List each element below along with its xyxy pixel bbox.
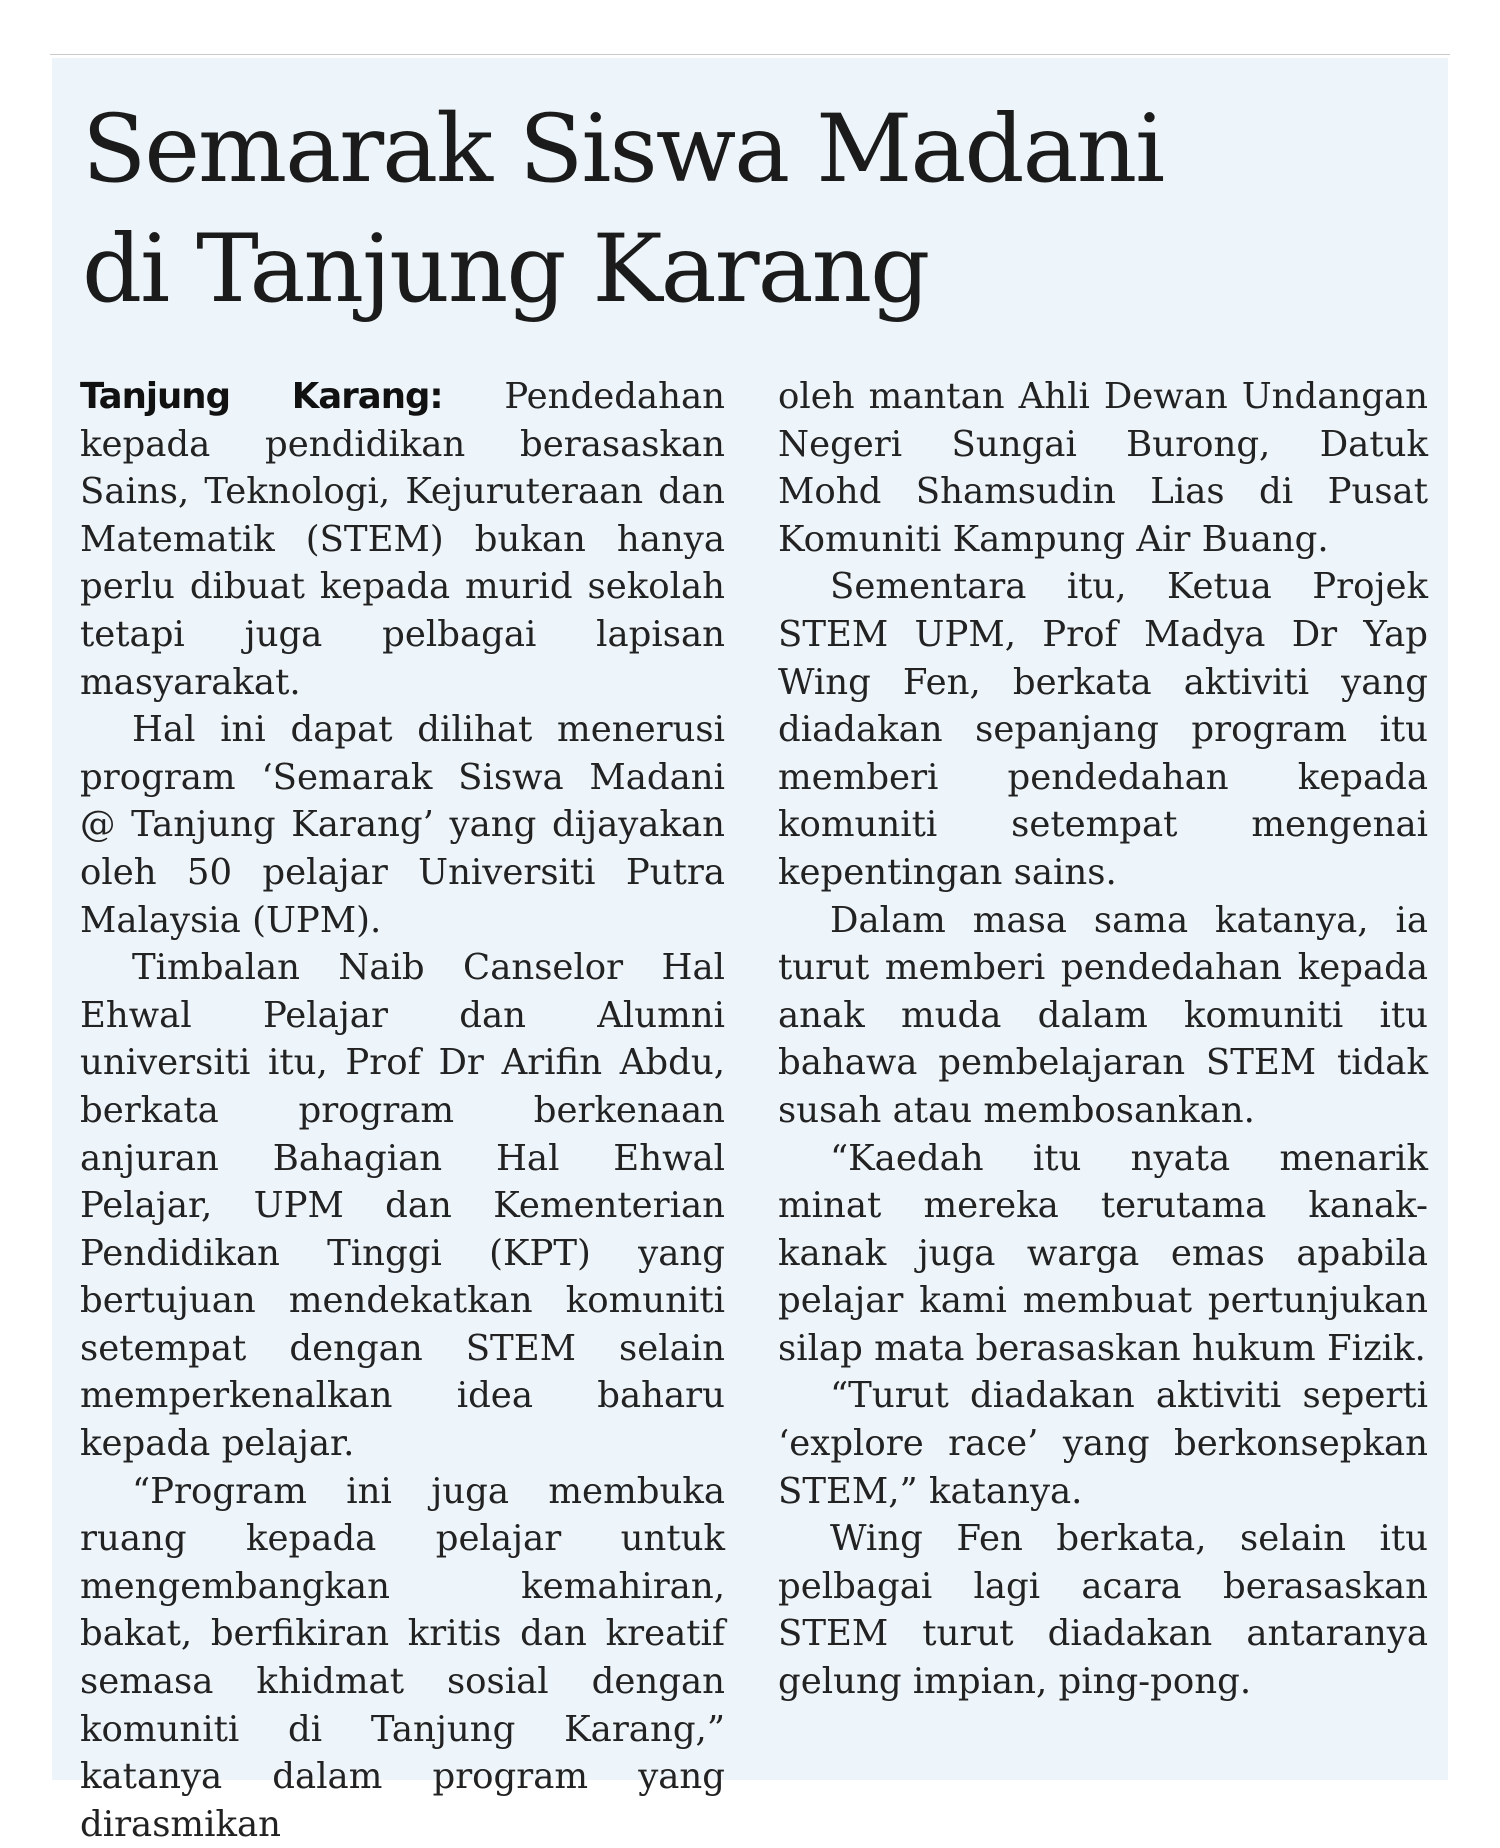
headline-line-1: Semarak Siswa Madani bbox=[82, 95, 1164, 204]
headline-line-2: di Tanjung Karang bbox=[82, 215, 929, 324]
paragraph-7: Dalam masa sama katanya, ia turut memberi pendedahan kepada anak muda dalam komuniti itu bahawa pembelajaran STEM tidak susah atau membosankan. bbox=[778, 899, 1428, 1131]
article-headline bbox=[82, 90, 1382, 330]
paragraph-2: Hal ini dapat dilihat menerusi program ‘Semarak Siswa Madani @ Tanjung Karang’ yang dijayakan oleh 50 pelajar Universiti Putra Malaysia (UPM). bbox=[80, 709, 725, 941]
paragraph-1-text: Pendedahan kepada pendidikan berasaskan Sains, Teknologi, Kejuruteraan dan Matematik (STEM) bukan hanya perlu dibuat kepada murid sekolah tetapi juga pelbagai lapisan masyarakat. bbox=[80, 376, 725, 703]
dateline: Tanjung Karang: bbox=[80, 376, 443, 417]
news-clipping bbox=[52, 58, 1448, 1845]
paragraph-8: “Kaedah itu nyata menarik minat mereka terutama kanak-kanak juga warga emas apabila pelajar kami membuat pertunjukan silap mata berasaskan hukum Fizik. bbox=[778, 1137, 1428, 1369]
left-column bbox=[80, 373, 725, 1848]
paragraph-5: oleh mantan Ahli Dewan Undangan Negeri Sungai Burong, Datuk Mohd Shamsudin Lias di Pusat Komuniti Kampung Air Buang. bbox=[778, 376, 1428, 560]
paragraph-1 bbox=[80, 373, 725, 706]
paragraph-9: “Turut diadakan aktiviti seperti ‘explore race’ yang berkonsepkan STEM,” katanya. bbox=[778, 1375, 1428, 1512]
paragraph-4: “Program ini juga membuka ruang kepada pelajar untuk mengembangkan kemahiran, bakat, berfikiran kritis dan kreatif semasa khidmat sosial dengan komuniti di Tanjung Karang,” katanya dalam program yang dirasmikan bbox=[80, 1470, 725, 1845]
paragraph-10: Wing Fen berkata, selain itu pelbagai lagi acara berasaskan STEM turut diadakan antaranya gelung impian, ping-pong. bbox=[778, 1518, 1428, 1703]
paragraph-3: Timbalan Naib Canselor Hal Ehwal Pelajar dan Alumni universiti itu, Prof Dr Arifin Abdu, berkata program berkenaan anjuran Bahagian Hal Ehwal Pelajar, UPM dan Kementerian Pendidikan Tinggi (KPT) yang bertujuan mendekatkan komuniti setempat dengan STEM selain memperkenalkan idea baharu kepada pelajar. bbox=[80, 947, 725, 1465]
right-column bbox=[778, 373, 1428, 1706]
paragraph-6: Sementara itu, Ketua Projek STEM UPM, Prof Madya Dr Yap Wing Fen, berkata aktiviti yang diadakan sepanjang program itu memberi pendedahan kepada komuniti setempat mengenai kepentingan sains. bbox=[778, 566, 1428, 893]
top-rule bbox=[50, 54, 1450, 55]
